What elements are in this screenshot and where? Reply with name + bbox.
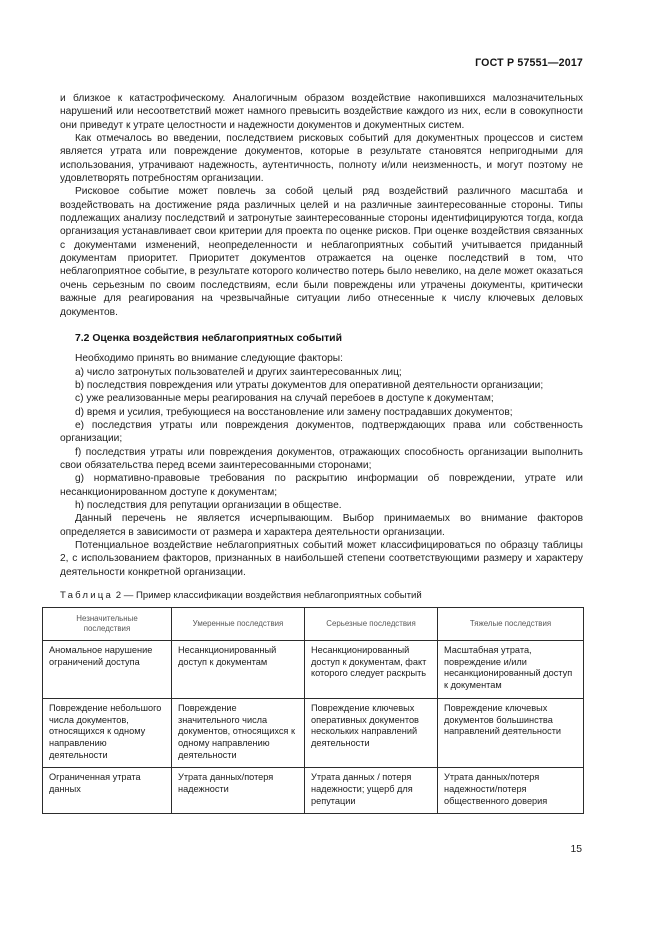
header-moderate-consequences: Умеренные последствия [172, 608, 305, 641]
table-cell: Повреждение значительного числа документов, относящихся к одному направлению деятельности [172, 698, 305, 768]
header-severe-consequences: Тяжелые последствия [438, 608, 584, 641]
closing-paragraph: Данный перечень не является исчерпывающим. Выбор принимаемых во внимание факторов определяется в зависимости от размера и характера деятельности организации. [60, 513, 583, 538]
table-row [43, 641, 584, 699]
table-cell: Повреждение ключевых документов большинства направлений деятельности [438, 698, 584, 768]
table-header-row [43, 608, 584, 641]
factor-item: c) уже реализованные меры реагирования на случай перебоев в доступе к документам; [75, 393, 494, 405]
table-caption-label: Таблица [60, 590, 114, 602]
factor-item: h) последствия для репутации организации в обществе. [75, 499, 342, 511]
section-heading: 7.2 Оценка воздействия неблагоприятных событий [75, 332, 342, 344]
factor-item: d) время и усилия, требующиеся на восстановление или замену пострадавших документов; [75, 406, 513, 418]
table-row [43, 698, 584, 768]
factor-item: e) последствия утраты или повреждения документов, подтверждающих права или собственность организации; [60, 419, 583, 445]
factor-item: g) нормативно-правовые требования по раскрытию информации об повреждении, утрате или несанкционированном доступе к документам; [60, 473, 583, 498]
table-cell: Несанкционированный доступ к документам, факт которого следует раскрыть [305, 641, 438, 699]
factors-list [60, 366, 583, 513]
factors-lead: Необходимо принять во внимание следующие факторы: [75, 353, 343, 365]
table-cell: Несанкционированный доступ к документам [172, 641, 305, 699]
table-cell: Повреждение ключевых оперативных документов нескольких направлений деятельности [305, 698, 438, 768]
table-cell: Повреждение небольшого числа документов, относящихся к одному направлению деятельности [43, 698, 172, 768]
table-cell: Ограниченная утрата данных [43, 768, 172, 814]
factor-item: a) число затронутых пользователей и других заинтересованных лиц; [75, 366, 402, 378]
header-serious-consequences: Серьезные последствия [305, 608, 438, 641]
impact-classification-table [42, 607, 584, 814]
table-cell: Масштабная утрата, повреждение и/или несанкционированный доступ к документам [438, 641, 584, 699]
intro-paragraph: Рисковое событие может повлечь за собой целый ряд воздействий различного масштаба и воздействовать на достижение ряда различных целей и на различные заинтересованные стороны. Типы подлежащих анализу последствий и затронутые заинтересованные стороны идентифицируются тогда, когда организация устанавливает свои критерии для проекта по оценке рисков. При оценке воздействия связанных с документами изменений, неопределенности и неблагоприятных событий учитывается приданный документам приоритет. Приоритет документов отражается на оценке последствий в том, что неблагоприятное событие, в результате которого количество потерь было невелико, на деле может оказаться очень серьезным по своим последствиям, если были повреждены или утрачены документы, критически важные для реагирования на чрезвычайные ситуации либо отнесенные к числу ключевых деловых документов. [60, 186, 583, 318]
table-cell: Утрата данных / потеря надежности; ущерб для репутации [305, 768, 438, 814]
table-caption [60, 590, 583, 602]
table-cell: Утрата данных/потеря надежности/потеря общественного доверия [438, 768, 584, 814]
header-minor-consequences: Незначительные последствия [43, 608, 172, 641]
closing-paragraph: Потенциальное воздействие неблагоприятных событий может классифицироваться по образцу таблицы 2, с использованием факторов, признанных в наибольшей степени соответствующими размеру и характеру деятельности конкретной организации. [60, 540, 583, 578]
factor-item: f) последствия утраты или повреждения документов, отражающих способность организации выполнить свои обязательства перед всеми заинтересованными сторонами; [60, 446, 583, 471]
table-row [43, 768, 584, 814]
standard-code-header: ГОСТ Р 57551—2017 [475, 57, 583, 69]
table-cell: Утрата данных/потеря надежности [172, 768, 305, 814]
intro-paragraph: Как отмечалось во введении, последствием рисковых событий для документных процессов и систем является утрата или повреждение документов, которые в результате становятся непригодными для использования, утрачивают надежность, аутентичность, полноту и/или неизменность, и могут поэтому не удовлетворять потребностям организации. [60, 133, 583, 185]
table-caption-number: 2 [115, 590, 122, 602]
factor-item: b) последствия повреждения или утраты документов для оперативной деятельности организации; [75, 379, 544, 391]
page-content [49, 92, 583, 814]
table-caption-title: — Пример классификации воздействия неблагоприятных событий [123, 590, 422, 602]
table-cell: Аномальное нарушение ограничений доступа [43, 641, 172, 699]
page-number: 15 [570, 844, 582, 855]
intro-paragraph-continuation: и близкое к катастрофическому. Аналогичным образом воздействие накопившихся малозначительных нарушений или несоответствий может намного превысить воздействие каждого из них, если в совокупности они приведут к утрате целостности и надежности документов и документных систем. [60, 93, 583, 131]
